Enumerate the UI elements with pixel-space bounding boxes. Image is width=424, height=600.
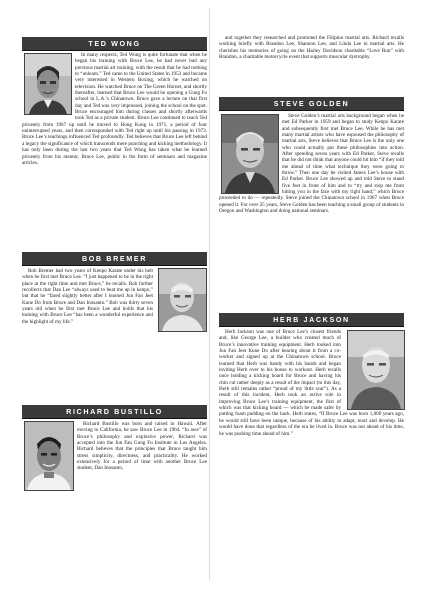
photo-wrap-spacer — [22, 52, 75, 116]
column-divider — [209, 8, 210, 580]
herb-jackson-bio: Herb Jackson was one of Bruce Lee’s closest friends and, like George Lee, a builder who created much of Bruce’s innovative training equipment. Herb looked into Jun Fan Jeet Kune Do after hearing about it from a co-worker and signed up at the Chinatown school. Bruce learned that Herb was handy with his hands and began inviting Herb over to his house to workout. Herb recalls once holding a kicking board for Bruce and having his chin cut rather deeply as a result of the impact (to this day, Herb still remains rather “proud of my little scar”). As a result of this incident, Herb took an active role in improving Bruce Lee’s training equipment, the first of which was that kicking board — which he made safer by putting foam padding on the back. Herb states, “If Bruce Lee was born 1,000 years ago, he would still have been unique, because of his ability to adapt, react and develop. He would have done that regardless of the era he lived in. Bruce was not ahead of his time, he was pushing time ahead of him.” — [219, 329, 404, 437]
photo-wrap-spacer — [341, 329, 404, 411]
bob-bremer-bio: Bob Bremer had two years of Kenpo Karate under his belt when he first met Bruce Lee. “I just happened to be in the right place at the right time and met Bruce,” he recalls. Bob further recollects that Dan Lee “always used to beat me up in kenpo,” but that he “fared slightly better after I learned Jun Fan Jeet Kune Do from Bruce and Dan Inosanto.” Bob was thirty seven years old when he first met Bruce Lee and holds that his training with Bruce Lee “has been a wonderful experience and the highlight of my life.” — [22, 268, 207, 334]
photo-wrap-spacer — [153, 268, 207, 334]
ted-wong-heading: TED WONG — [22, 37, 207, 51]
richard-bustillo-bio: Richard Bustillo was born and raised in Hawaii. After moving to California, he saw Bruce Lee in 1964. “In awe” of Bruce’s philosophy and explosive power, Richard was accepted into the Jun Fan Gung Fu Institute in Los Angeles. Richard believes that the principles that Bruce taught him stress simplicity, directness, and practicality. He worked extensively for a period of time with another Bruce Lee student, Dan Inosanto, — [22, 421, 207, 493]
herb-jackson-heading: HERB JACKSON — [219, 313, 404, 327]
photo-wrap-spacer — [219, 113, 282, 195]
steve-golden-bio: Steve Golden’s martial arts background began when he met Ed Parker in 1959 and began to study Kenpo Karate and subsequently first met Bruce Lee. While he has met many martial artists who have espoused the philosophy of martial arts, Steve believes that Bruce Lee is the only one who could actually put these philosophies into action. After spending seven years with Ed Parker, Steve recalls that he did not think that anyone could hit him “if they told me ahead of time what technique they were going to throw.” Then one day he visited James Lee’s house with Ed Parker. Bruce Lee showed up and told Steve to stand five feet in front of him and to “try and stop me from hitting you in the face with my right hand,” which Bruce proceeded to do — repeatedly. Steve joined the Chinatown school in 1967 when Bruce opened it. For over 25 years, Steve Golden has been teaching a small group of students in Oregon and Washington and doing national seminars. — [219, 113, 404, 215]
steve-golden-heading: STEVE GOLDEN — [219, 97, 404, 111]
richard-bustillo-heading: RICHARD BUSTILLO — [22, 405, 207, 419]
richard-bustillo-bio-continued: and together they researched and promoted the Filipino martial arts. Richard recalls working briefly with Brandon Lee, Shannon Lee, and Linda Lee in martial arts. He cherishes his memories of going on the Harley Davidson charitable “Love Run” with Brandon, a charitable motorcycle event that supports muscular dystrophy. — [219, 35, 404, 61]
bob-bremer-heading: BOB BREMER — [22, 252, 207, 266]
ted-wong-bio: In many respects, Ted Wong is quite fortunate that when he began his training with Bruce Lee, he had never had any previous martial art training, with the result that he had nothing to “unlearn.” Ted came to the United States in 1953 and became very interested in Western Boxing, which he watched on television. He watched Bruce on The Green Hornet, and shortly thereafter, learned that Bruce Lee would be opening a Gung Fu school in L.A.’s Chinatown. Bruce gave a lecture on that first day and Ted was very impressed, joining the school on the spot. Bruce encouraged him during classes and shortly afterwards took Ted as a private student. Bruce Lee continued to teach Ted privately from 1967 up until he moved to Hong Kong in 1971, a period of four uninterrupted years, and then corresponded with Ted right up until his passing in 1973. Bruce Lee’s teachings influenced Ted profoundly. Ted believes that Bruce Lee left behind a legacy the significance of which transcends mere punching and kicking methodology. It has only been during the last two years that Ted Wong has taken what he learned privately from his mentor, Bruce Lee, public in the form of seminars and magazine articles. — [22, 52, 207, 166]
photo-wrap-spacer — [22, 421, 77, 493]
